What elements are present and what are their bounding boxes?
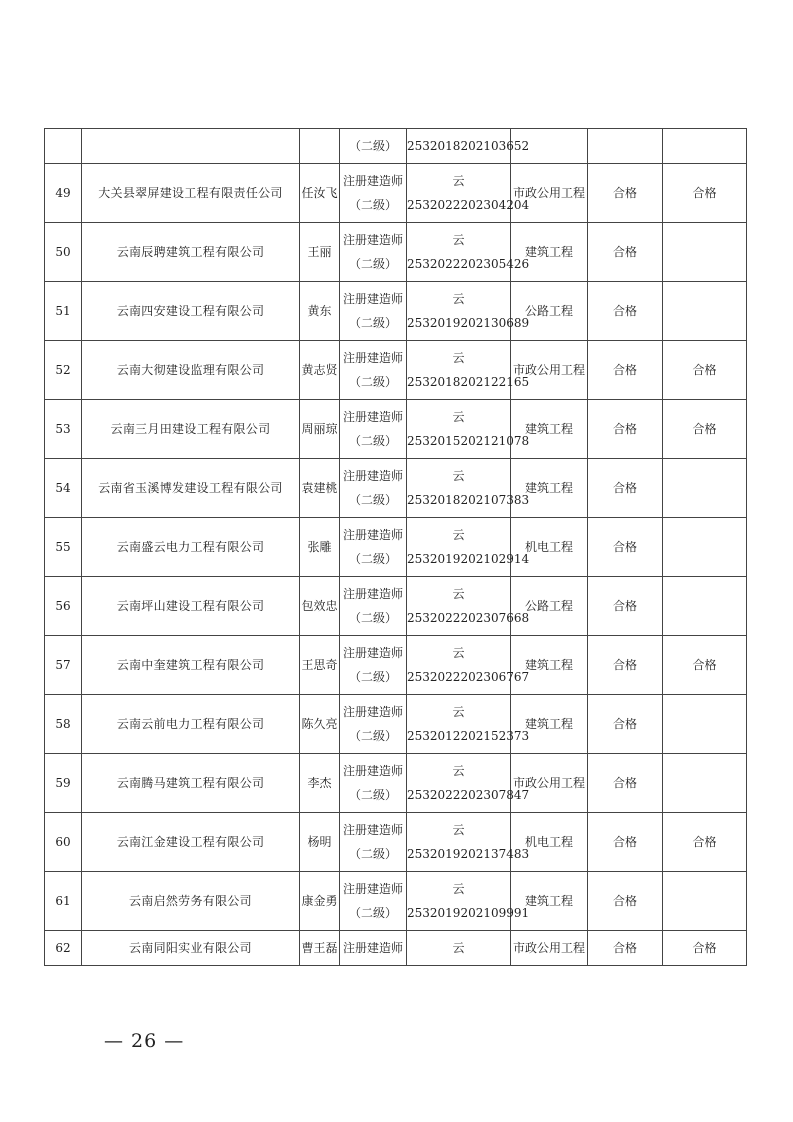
person-name: 曹王磊: [300, 931, 340, 966]
certificate-type: 注册建造师: [340, 931, 407, 966]
company-name: 云南江金建设工程有限公司: [82, 813, 300, 872]
person-name: 陈久亮: [300, 695, 340, 754]
company-name: 云南辰聘建筑工程有限公司: [82, 223, 300, 282]
certificate-type: [340, 341, 407, 400]
row-number: 61: [45, 872, 82, 931]
result-first: 合格: [588, 872, 663, 931]
table-row: [45, 459, 747, 518]
company-name: 云南盛云电力工程有限公司: [82, 518, 300, 577]
table-row: [45, 695, 747, 754]
row-number: 60: [45, 813, 82, 872]
row-number: 49: [45, 164, 82, 223]
registration-number-line2: 2532022202304204: [407, 198, 530, 212]
result-second: [663, 754, 747, 813]
row-number: 62: [45, 931, 82, 966]
person-name: 黄志贤: [300, 341, 340, 400]
certificate-type-line2: （二级）: [348, 434, 397, 448]
registration-number-line2: 2532019202137483: [407, 847, 530, 861]
certificate-type: [340, 459, 407, 518]
specialty: 公路工程: [511, 282, 588, 341]
registration-number-line1: 云: [452, 764, 465, 778]
person-name: 黄东: [300, 282, 340, 341]
certificate-type: [340, 872, 407, 931]
registration-number-line1: 云: [452, 410, 465, 424]
result-first: 合格: [588, 754, 663, 813]
registration-number: [407, 341, 530, 400]
registration-number: [407, 695, 530, 754]
registration-number-line1: 云: [452, 469, 465, 483]
row-number: 51: [45, 282, 82, 341]
certificate-type-line2: （二级）: [348, 257, 397, 271]
specialty: 市政公用工程: [511, 341, 588, 400]
certificate-type: （二级）: [340, 129, 407, 164]
registration-number-line1: 云: [452, 528, 465, 542]
registration-number: 2532018202103652: [407, 129, 511, 164]
table-body: [45, 129, 747, 966]
row-number: 59: [45, 754, 82, 813]
person-name: 袁建桃: [300, 459, 340, 518]
registration-number-line2: 2532019202109991: [407, 906, 530, 920]
row-number: 52: [45, 341, 82, 400]
company-name: [82, 129, 300, 164]
result-first: 合格: [588, 282, 663, 341]
result-second: [663, 282, 747, 341]
company-name: 云南三月田建设工程有限公司: [82, 400, 300, 459]
company-name: 云南同阳实业有限公司: [82, 931, 300, 966]
registration-number-line1: 云: [452, 587, 465, 601]
registration-number: [407, 400, 530, 459]
registration-number: [407, 872, 530, 931]
table-row: [45, 164, 747, 223]
table-row: [45, 400, 747, 459]
certificate-type: [340, 577, 407, 636]
certificate-type-line1: 注册建造师: [342, 174, 403, 188]
specialty: 建筑工程: [511, 459, 588, 518]
specialty: 建筑工程: [511, 636, 588, 695]
certificate-type-line2: （二级）: [348, 670, 397, 684]
registration-number-line2: 2532018202107383: [407, 493, 530, 507]
certificate-type-line2: （二级）: [348, 375, 397, 389]
result-first: 合格: [588, 341, 663, 400]
registration-number-line2: 2532022202307668: [407, 611, 530, 625]
registration-number-line2: 2532019202102914: [407, 552, 530, 566]
specialty: 建筑工程: [511, 400, 588, 459]
page-number: — 26 —: [104, 1030, 185, 1052]
result-second: 合格: [663, 813, 747, 872]
registration-number-line1: 云: [452, 646, 465, 660]
registration-number-line2: 2532022202305426: [407, 257, 530, 271]
specialty: 市政公用工程: [511, 931, 588, 966]
row-number: 58: [45, 695, 82, 754]
certificate-type-line1: 注册建造师: [342, 233, 403, 247]
registration-number-line2: 2532019202130689: [407, 316, 530, 330]
registration-number: [407, 754, 530, 813]
registration-number-line1: 云: [452, 174, 465, 188]
registration-number: [407, 636, 530, 695]
company-name: 云南云前电力工程有限公司: [82, 695, 300, 754]
result-second: [663, 129, 747, 164]
table-row: [45, 813, 747, 872]
person-name: [300, 129, 340, 164]
person-name: 王思奇: [300, 636, 340, 695]
table-row: [45, 341, 747, 400]
specialty: 机电工程: [511, 518, 588, 577]
table-row: [45, 872, 747, 931]
result-second: [663, 577, 747, 636]
result-second: [663, 223, 747, 282]
certificate-type: [340, 754, 407, 813]
specialty: 公路工程: [511, 577, 588, 636]
certificate-type-line2: （二级）: [348, 552, 397, 566]
result-second: [663, 695, 747, 754]
result-first: 合格: [588, 931, 663, 966]
certificate-type-line2: （二级）: [348, 611, 397, 625]
certificate-type-line1: 注册建造师: [342, 646, 403, 660]
table-row: [45, 577, 747, 636]
registration-number-line2: 2532022202306767: [407, 670, 530, 684]
registration-number: [407, 459, 530, 518]
result-first: 合格: [588, 459, 663, 518]
result-second: 合格: [663, 636, 747, 695]
result-second: 合格: [663, 164, 747, 223]
specialty: 机电工程: [511, 813, 588, 872]
result-first: 合格: [588, 636, 663, 695]
person-name: 包效忠: [300, 577, 340, 636]
certificate-type: [340, 400, 407, 459]
registration-number-line1: 云: [452, 705, 465, 719]
result-first: 合格: [588, 518, 663, 577]
registration-number-line1: 云: [452, 882, 465, 896]
certificate-type-line1: 注册建造师: [342, 764, 403, 778]
result-first: [588, 129, 663, 164]
certificate-type: [340, 164, 407, 223]
personnel-table: [44, 128, 747, 966]
company-name: 云南省玉溪博发建设工程有限公司: [82, 459, 300, 518]
certificate-type-line1: 注册建造师: [342, 410, 403, 424]
certificate-type-line2: （二级）: [348, 198, 397, 212]
table-row: [45, 223, 747, 282]
registration-number-line2: 2532022202307847: [407, 788, 530, 802]
company-name: 云南四安建设工程有限公司: [82, 282, 300, 341]
certificate-type-line1: 注册建造师: [342, 528, 403, 542]
result-second: 合格: [663, 400, 747, 459]
result-second: 合格: [663, 341, 747, 400]
specialty: 建筑工程: [511, 872, 588, 931]
company-name: 云南坪山建设工程有限公司: [82, 577, 300, 636]
result-first: 合格: [588, 695, 663, 754]
certificate-type-line1: 注册建造师: [342, 351, 403, 365]
row-number: [45, 129, 82, 164]
table-row: [45, 754, 747, 813]
certificate-type-line1: 注册建造师: [342, 823, 403, 837]
company-name: 云南腾马建筑工程有限公司: [82, 754, 300, 813]
result-first: 合格: [588, 400, 663, 459]
result-second: 合格: [663, 931, 747, 966]
result-first: 合格: [588, 164, 663, 223]
row-number: 54: [45, 459, 82, 518]
row-number: 56: [45, 577, 82, 636]
registration-number: 云: [407, 931, 511, 966]
certificate-type: [340, 636, 407, 695]
person-name: 王丽: [300, 223, 340, 282]
registration-number-line2: 2532012202152373: [407, 729, 530, 743]
certificate-type-line2: （二级）: [348, 729, 397, 743]
person-name: 张雕: [300, 518, 340, 577]
person-name: 杨明: [300, 813, 340, 872]
registration-number: [407, 518, 530, 577]
table-row: [45, 282, 747, 341]
specialty: 市政公用工程: [511, 754, 588, 813]
person-name: 任汝飞: [300, 164, 340, 223]
certificate-type-line1: 注册建造师: [342, 705, 403, 719]
company-name: 大关县翠屏建设工程有限责任公司: [82, 164, 300, 223]
certificate-type: [340, 282, 407, 341]
result-second: [663, 518, 747, 577]
certificate-type: [340, 695, 407, 754]
registration-number: [407, 577, 530, 636]
result-second: [663, 872, 747, 931]
person-name: 周丽琼: [300, 400, 340, 459]
row-number: 55: [45, 518, 82, 577]
table-row: [45, 518, 747, 577]
registration-number-line2: 2532018202122165: [407, 375, 530, 389]
certificate-type-line1: 注册建造师: [342, 587, 403, 601]
company-name: 云南中奎建筑工程有限公司: [82, 636, 300, 695]
certificate-type: [340, 518, 407, 577]
registration-number: [407, 813, 530, 872]
certificate-type-line2: （二级）: [348, 316, 397, 330]
registration-number: [407, 164, 530, 223]
specialty: 市政公用工程: [511, 164, 588, 223]
registration-number-line1: 云: [452, 233, 465, 247]
person-name: 李杰: [300, 754, 340, 813]
certificate-type-line2: （二级）: [348, 906, 397, 920]
table-row: [45, 636, 747, 695]
certificate-type-line2: （二级）: [348, 493, 397, 507]
certificate-type-line2: （二级）: [348, 847, 397, 861]
company-name: 云南大彻建设监理有限公司: [82, 341, 300, 400]
certificate-type-line2: （二级）: [348, 788, 397, 802]
registration-number-line1: 云: [452, 351, 465, 365]
registration-number-line1: 云: [452, 823, 465, 837]
registration-number: [407, 223, 530, 282]
specialty: 建筑工程: [511, 695, 588, 754]
certificate-type: [340, 223, 407, 282]
person-name: 康金勇: [300, 872, 340, 931]
result-second: [663, 459, 747, 518]
result-first: 合格: [588, 577, 663, 636]
result-first: 合格: [588, 813, 663, 872]
certificate-type-line1: 注册建造师: [342, 469, 403, 483]
row-number: 53: [45, 400, 82, 459]
certificate-type: [340, 813, 407, 872]
registration-number-line2: 2532015202121078: [407, 434, 530, 448]
row-number: 57: [45, 636, 82, 695]
table-row-continued: [45, 129, 747, 164]
company-name: 云南启然劳务有限公司: [82, 872, 300, 931]
result-first: 合格: [588, 223, 663, 282]
certificate-type-line1: 注册建造师: [342, 292, 403, 306]
registration-number: [407, 282, 530, 341]
specialty: 建筑工程: [511, 223, 588, 282]
table-row-last: [45, 931, 747, 966]
certificate-type-line1: 注册建造师: [342, 882, 403, 896]
registration-number-line1: 云: [452, 292, 465, 306]
row-number: 50: [45, 223, 82, 282]
